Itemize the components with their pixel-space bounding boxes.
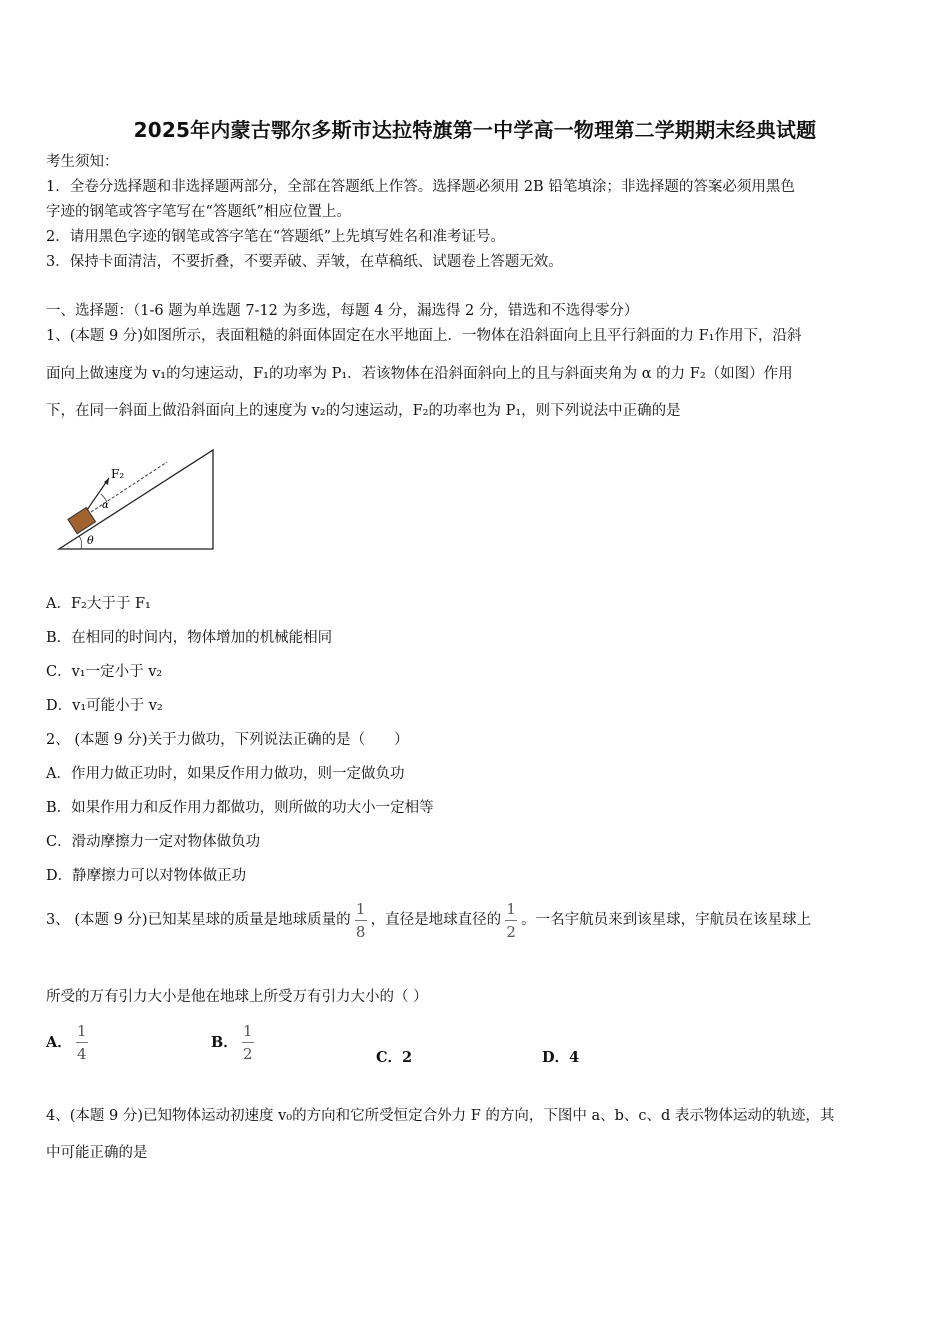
notice-line-1b: 字迹的钢笔或答字笔写在“答题纸”相应位置上。 bbox=[46, 204, 351, 220]
section-heading: 一、选择题：（1-6 题为单选题 7-12 为多选，每题 4 分，漏选得 2 分，错选和不选得零分） bbox=[46, 303, 639, 319]
q2-option-b: B．如果作用力和反作用力都做功，则所做的功大小一定相等 bbox=[46, 800, 434, 816]
q3-option-b-label: B． bbox=[211, 1033, 238, 1051]
page-title: 2025年内蒙古鄂尔多斯市达拉特旗第一中学高一物理第二学期期末经典试题 bbox=[133, 118, 817, 142]
q1-option-b: B．在相同的时间内，物体增加的机械能相同 bbox=[46, 630, 333, 646]
q1-line-1: 1、(本题 9 分)如图所示，表面粗糙的斜面体固定在水平地面上．一物体在沿斜面向上且平行斜面的力 F₁作用下，沿斜 bbox=[46, 328, 802, 344]
q3-option-a-num: 1 bbox=[76, 1022, 87, 1040]
q1-option-a: A．F₂大于于 F₁ bbox=[46, 596, 151, 612]
q3-part-1: 3、 (本题 9 分)已知某星球的质量是地球质量的 bbox=[46, 911, 351, 928]
q2-option-a: A．作用力做正功时，如果反作用力做功，则一定做负功 bbox=[46, 766, 405, 782]
q3-fraction-2-den: 2 bbox=[506, 923, 516, 941]
q3-fraction-1-den: 8 bbox=[355, 923, 366, 941]
q3-fraction-2-num: 1 bbox=[506, 900, 516, 918]
q3-option-a-den: 4 bbox=[76, 1045, 87, 1063]
q3-line-2: 所受的万有引力大小是他在地球上所受万有引力大小的（ ） bbox=[46, 989, 428, 1005]
q3-option-b-num: 1 bbox=[242, 1022, 253, 1040]
q3-part-2: ，直径是地球直径的 bbox=[370, 911, 502, 928]
q3-option-a bbox=[46, 1022, 92, 1063]
q3-part-3: 。一名宇航员来到该星球，宇航员在该星球上 bbox=[521, 911, 812, 928]
incline-triangle bbox=[59, 450, 213, 549]
notice-heading: 考生须知： bbox=[46, 154, 119, 170]
notice-line-2: 2．请用黑色字迹的钢笔或答字笔在“答题纸”上先填写姓名和准考证号。 bbox=[46, 229, 506, 245]
force-label: F₂ bbox=[111, 467, 125, 481]
q3-option-b bbox=[211, 1022, 258, 1063]
notice-line-1a: 1．全卷分选择题和非选择题两部分，全部在答题纸上作答。选择题必须用 2B 铅笔填涂；非选择题的答案必须用黑色 bbox=[46, 179, 795, 195]
q3-option-b-den: 2 bbox=[242, 1045, 253, 1063]
q1-line-3: 下，在同一斜面上做沿斜面向上的速度为 v₂的匀速运动，F₂的功率也为 P₁，则下列说法中正确的是 bbox=[46, 403, 681, 419]
q4-line-1: 4、(本题 9 分)已知物体运动初速度 v₀的方向和它所受恒定合外力 F 的方向，下图中 a、b、c、d 表示物体运动的轨迹，其 bbox=[46, 1108, 835, 1124]
q2-option-d: D．静摩擦力可以对物体做正功 bbox=[46, 868, 247, 884]
q3-option-a-label: A． bbox=[46, 1033, 72, 1051]
q3-option-b-fraction bbox=[242, 1022, 254, 1063]
q3-fraction-2 bbox=[505, 900, 517, 941]
q3-option-c: C．2 bbox=[376, 1049, 413, 1066]
notice-line-3: 3．保持卡面清洁，不要折叠，不要弄破、弄皱，在草稿纸、试题卷上答题无效。 bbox=[46, 254, 563, 270]
q3-fraction-1-num: 1 bbox=[355, 900, 366, 918]
incline-figure bbox=[55, 440, 220, 555]
alpha-label: α bbox=[102, 500, 109, 511]
theta-arc bbox=[79, 536, 82, 549]
q3-fraction-1 bbox=[355, 900, 367, 941]
q2-option-c: C．滑动摩擦力一定对物体做负功 bbox=[46, 834, 261, 850]
q4-line-2: 中可能正确的是 bbox=[46, 1145, 148, 1161]
q1-option-d: D．v₁可能小于 v₂ bbox=[46, 698, 163, 714]
q3-option-d: D．4 bbox=[542, 1049, 580, 1066]
q3-line-1 bbox=[46, 900, 811, 941]
q1-line-2: 面向上做速度为 v₁的匀速运动，F₁的功率为 P₁．若该物体在沿斜面斜向上的且与斜面夹角为 α 的力 F₂（如图）作用 bbox=[46, 366, 793, 382]
q1-option-c: C．v₁一定小于 v₂ bbox=[46, 664, 163, 680]
q2-stem: 2、 (本题 9 分)关于力做功，下列说法正确的是（ ） bbox=[46, 732, 409, 748]
theta-label: θ bbox=[87, 534, 94, 547]
q3-option-a-fraction bbox=[76, 1022, 88, 1063]
